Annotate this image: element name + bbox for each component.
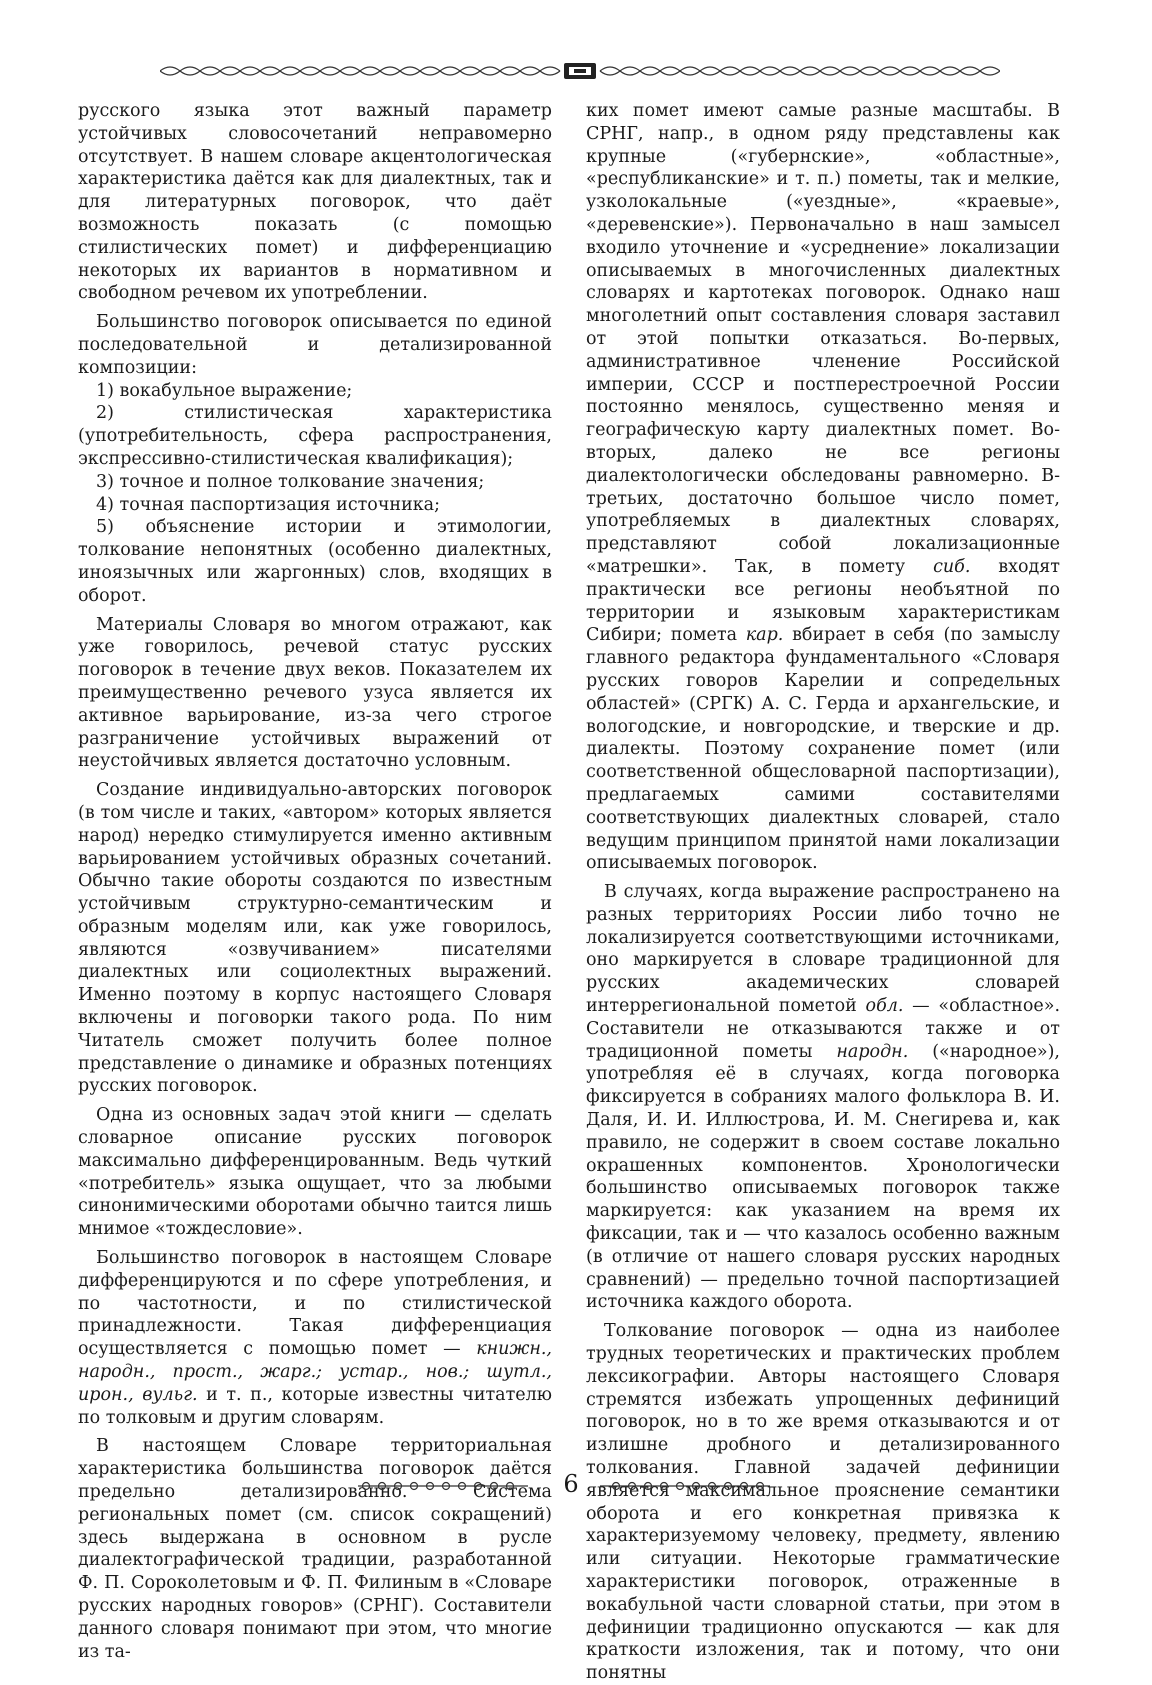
paragraph: Материалы Словаря во многом отражают, как уже говорилось, речевой статус русских поговорок в течение двух веков. Показателем их преимущественно речевого узуса является их активное варьирование, из-за чего строгое разграничение устойчивых выражений от неустойчивых является достаточно условным. [78,614,552,772]
text-run: входят практически все регионы необъятной по территории и языковым характеристикам Сибири; помета [586,556,1060,646]
text-run: В случаях, когда выражение распространено на разных территориях России либо точно не локализируется соответствующими источниками, оно маркируется в словаре традиционной для русских академических словарей интеррегиональной пометой [586,882,1060,1017]
usage-mark: сиб. [933,556,971,577]
list-item: 4) точная паспортизация источника; [96,494,441,515]
usage-mark: обл. [865,996,904,1017]
left-column [78,100,552,1663]
top-ornament-border [160,60,1000,82]
bottom-right-ornament-icon [600,1478,770,1494]
paragraph [586,881,1060,1314]
list-item: 5) объяснение истории и этимологии, толкование непонятных (особенно диалектных, иноязычных или жаргонных) слов, входящих в оборот. [78,517,552,606]
paragraph: В настоящем Словаре территориальная характеристика большинства поговорок даётся предельно детализированно. Система региональных помет (см. список сокращений) здесь выдержана в основном в русле диалектографической традиции, разработанной Ф. П. Сороколетовым и Ф. П. Филиным в «Словаре русских народных говоров» (СРНГ). Составители данного словаря понимают при этом, что многие из та- [78,1436,552,1662]
paragraph [586,100,1060,875]
text-run: ких помет имеют самые разные масштабы. В СРНГ, напр., в одном ряду представлены как крупные («губернские», «областные», «республиканские» и т. п.) пометы, так и мелкие, узколокальные («уездные», «краевые», «деревенские»). Первоначально в наш замысел входило уточнение и «усреднение» локализации описываемых в многочисленных диалектных словарях и картотеках поговорок. Однако наш многолетний опыт составления словаря заставил от этой попытки отказаться. Во-первых, административное членение Российской империи, СССР и постперестроечной России постоянно менялось, существенно меняя и географическую карту диалектных помет. Во-вторых, далеко не все регионы диалектологически обследованы равномерно. В-третьих, достаточно большое число помет, употребляемых в диалектных словарях, представляют собой локализационные «матрешки». Так, в помету [586,101,1060,577]
list-item: 2) стилистическая характеристика (употребительность, сфера распространения, экспрессивно-стилистическая квалификация); [78,403,552,469]
usage-mark: народн. [836,1041,909,1062]
list-item: 3) точное и полное толкование значения; [96,471,485,492]
text-run: — «областное». Составители не отказываются также и от традиционной пометы [586,996,1061,1062]
list-item: 1) вокабульное выражение; [96,380,353,401]
paragraph: русского языка этот важный параметр устойчивых словосочетаний неправомерно отсутствует. В нашем словаре акцентологическая характеристика даётся как для диалектных, так и для литературных поговорок, что даёт возможность показать (с помощью стилистических помет) и дифференциацию некоторых их вариантов в нормативном и свободном речевом их употреблении. [78,101,552,304]
ornament-border-icon [160,60,1000,82]
usage-mark: кар. [745,625,784,646]
page-number: 6 [563,1470,579,1498]
paragraph: Создание индивидуально-авторских поговорок (в том числе и таких, «автором» которых является народ) нередко стимулируется именно активным варьированием устойчивых образных сочетаний. Обычно такие обороты создаются по известным устойчивым структурно-семантическим и образным моделям или, как уже говорилось, являются «озвучиванием» писателями диалектных или социолектных выражений. Именно поэтому в корпус настоящего Словаря включены и поговорки такого рода. По ним Читатель сможет получить более полное представление о динамике и образных потенциях русских поговорок. [78,780,552,1097]
right-column [586,100,1060,1685]
bottom-left-ornament-icon [358,1478,528,1494]
text-run: Большинство поговорок в настоящем Словаре дифференцируются и по сфере употребления, и по частотности, и по стилистической принадлежности. Такая дифференциация осуществляется с помощью помет — [78,1248,552,1360]
paragraph [78,1247,552,1429]
text-run: вбирает в себя (по замыслу главного редактора фундаментального «Словаря русских говоров Карелии и сопредельных областей» (СРГК) А. С. Герда и архангельские, и вологодские, и новгородские, и тверские и др. диалекты. Поэтому сохранение помет (или соответственной общесловарной паспортизации), предлагаемых самими составителями соответствующих диалектных словарей, стало ведущим принципом принятой нами локализации описываемых поговорок. [586,625,1060,874]
paragraph: Одна из основных задач этой книги — сделать словарное описание русских поговорок максимально дифференцированным. Ведь чуткий «потребитель» языка ощущает, что за любыми синонимическими оборотами обычно таится лишь мнимое «тождесловие». [78,1105,552,1240]
usage-marks: книжн., народн., прост., жарг.; устар., нов.; шутл., ирон., вульг. [78,1339,552,1405]
text-run: и т. п., которые известны читателю по толковым и другим словарям. [78,1384,552,1428]
paragraph: Большинство поговорок описывается по единой последовательной и детализированной композиции: [78,312,552,378]
paragraph: Толкование поговорок — одна из наиболее трудных теоретических и практических проблем лексикографии. Авторы настоящего Словаря стремятся избежать упрощенных дефиниций поговорок, но в то же время отказываются и от излишне дробного и детализированного толкования. Главной задачей дефиниции является максимальное прояснение семантики оборота и его конкретная привязка к характеризуемому человеку, предмету, явлению или ситуации. Некоторые грамматические характеристики поговорок, отраженные в вокабульной части словарной статьи, при этом в дефиниции традиционно опускаются — как для краткости изложения, так и потому, что они понятны [586,1321,1060,1684]
text-run: («народное»), употребляя её в случаях, когда поговорка фиксируется в собраниях малого фольклора В. И. Даля, И. И. Иллюстрова, И. М. Снегирева и, как правило, не содержит в своем составе локально окрашенных компонентов. Хронологически большинство описываемых поговорок также маркируется: как указанием на время их фиксации, так и — что казалось особенно важным (в отличие от нашего словаря русских народных сравнений) — предельно точной паспортизацией источника каждого оборота. [586,1041,1060,1313]
